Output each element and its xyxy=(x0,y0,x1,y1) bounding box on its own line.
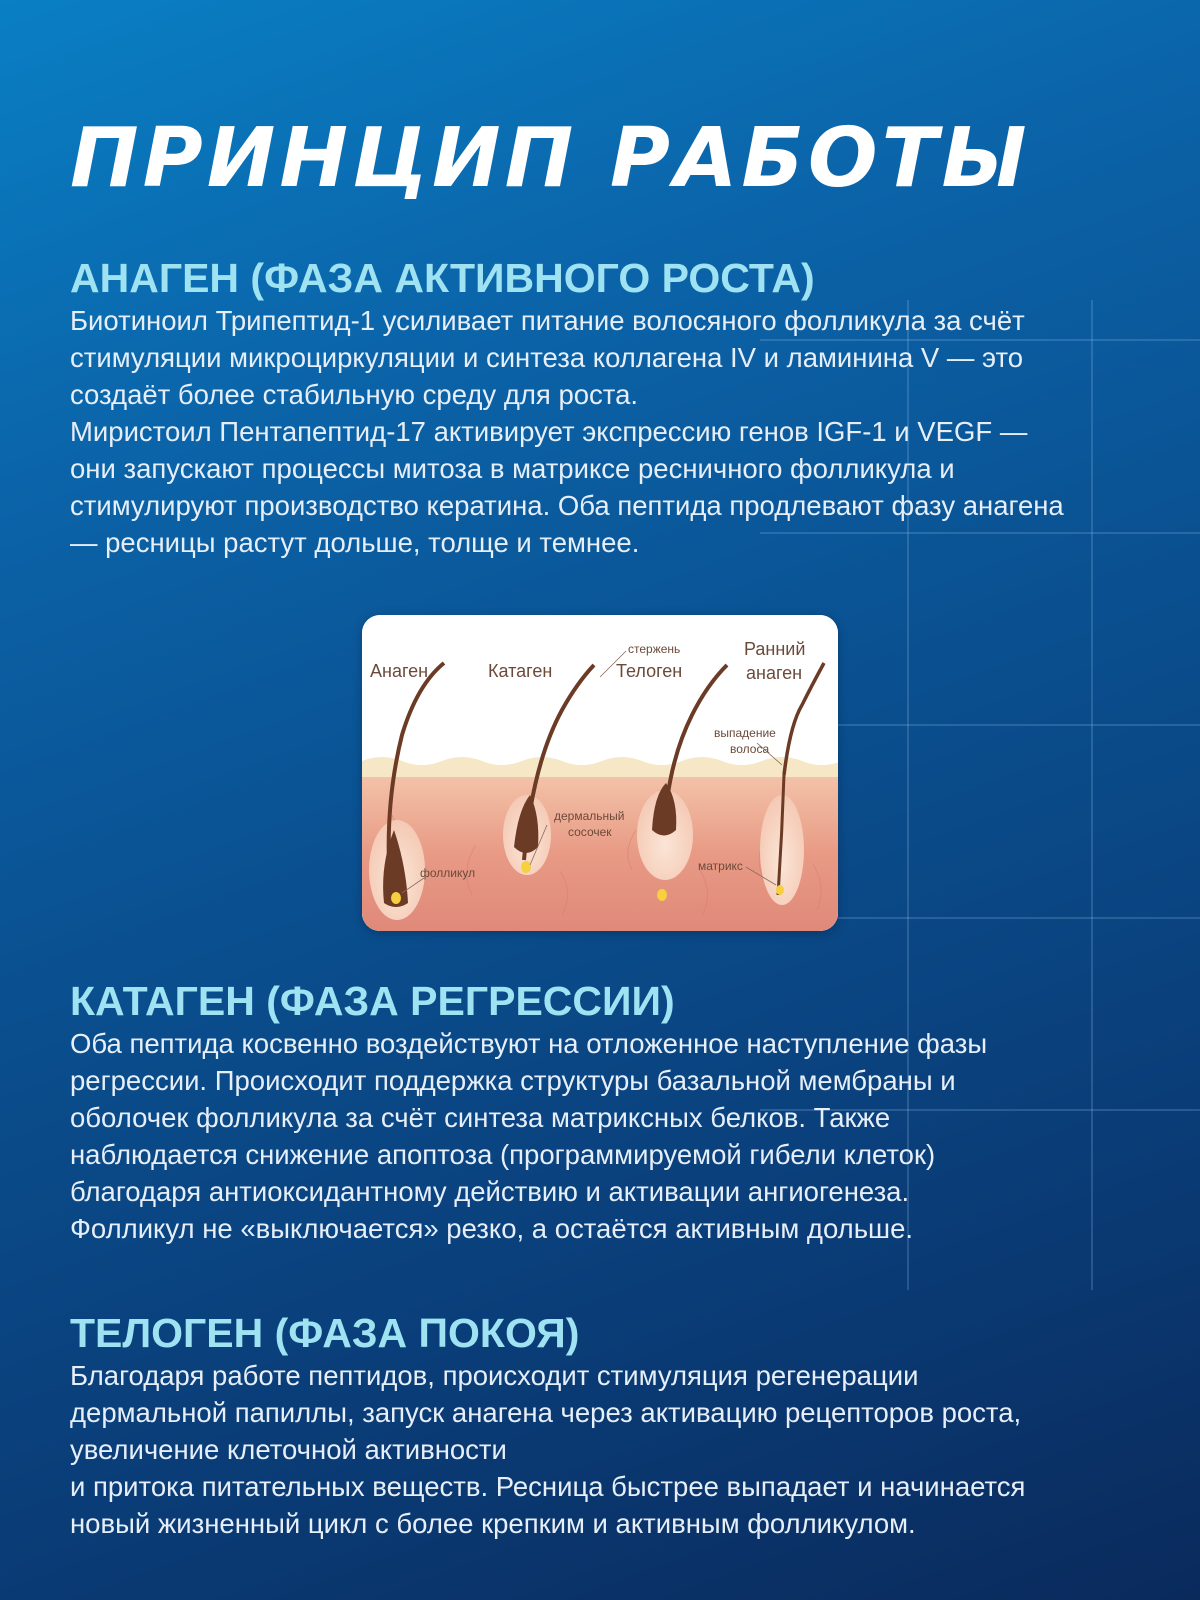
phase-label: Телоген xyxy=(616,661,683,681)
phase-label: Анаген xyxy=(370,661,429,681)
phase-label: Ранний xyxy=(744,639,806,659)
section-text: Оба пептида косвенно воздействуют на отложенное наступление фазы регрессии. Происходит поддержка структуры базальной мембраны и оболочек фолликула за счёт синтеза матриксных белков. Также наблюдается снижение апоптоза (программируемой гибели клеток) благодаря антиоксидантному действию и активации ангиогенеза. Фолликул не «выключается» резко, а остаётся активным дольше. xyxy=(70,1028,988,1245)
section-heading: ТЕЛОГЕН (ФАЗА ПОКОЯ) xyxy=(70,1310,580,1356)
annotation-shaft: стержень xyxy=(628,642,681,656)
phase-label: анаген xyxy=(746,663,803,683)
annotation-follicle: фолликул xyxy=(420,866,476,880)
hair-cycle-diagram xyxy=(362,615,838,931)
section-anagen xyxy=(70,255,1180,561)
section-text: Благодаря работе пептидов, происходит стимуляция регенерации дермальной папиллы, запуск анагена через активацию рецепторов роста, увеличение клеточной активности и притока питательных веществ. Ресница быстрее выпадает и начинается новый жизненный цикл с более крепким и активным фолликулом. xyxy=(70,1360,1026,1540)
annotation-hair-loss: выпадение xyxy=(714,726,776,740)
section-catagen xyxy=(70,978,1180,1247)
section-heading: КАТАГЕН (ФАЗА РЕГРЕССИИ) xyxy=(70,978,675,1024)
phase-label: Катаген xyxy=(488,661,553,681)
section-heading: АНАГЕН (ФАЗА АКТИВНОГО РОСТА) xyxy=(70,255,815,301)
section-text: Биотиноил Трипептид-1 усиливает питание волосяного фолликула за счёт стимуляции микроциркуляции и синтеза коллагена IV и ламинина V — это создаёт более стабильную среду для роста. Миристоил Пентапептид-17 активирует экспрессию генов IGF-1 и VEGF — они запускают процессы митоза в матриксе ресничного фолликула и стимулируют производство кератина. Оба пептида продлевают фазу анагена — ресницы растут дольше, толще и темнее. xyxy=(70,305,1064,559)
annotation-papilla: дермальный xyxy=(554,809,625,823)
page-title: ПРИНЦИП РАБОТЫ xyxy=(70,111,1031,206)
annotation-matrix: матрикс xyxy=(698,859,743,873)
section-telogen xyxy=(70,1310,1180,1542)
annotation-hair-loss: волоса xyxy=(730,742,770,756)
annotation-papilla: сосочек xyxy=(568,825,612,839)
